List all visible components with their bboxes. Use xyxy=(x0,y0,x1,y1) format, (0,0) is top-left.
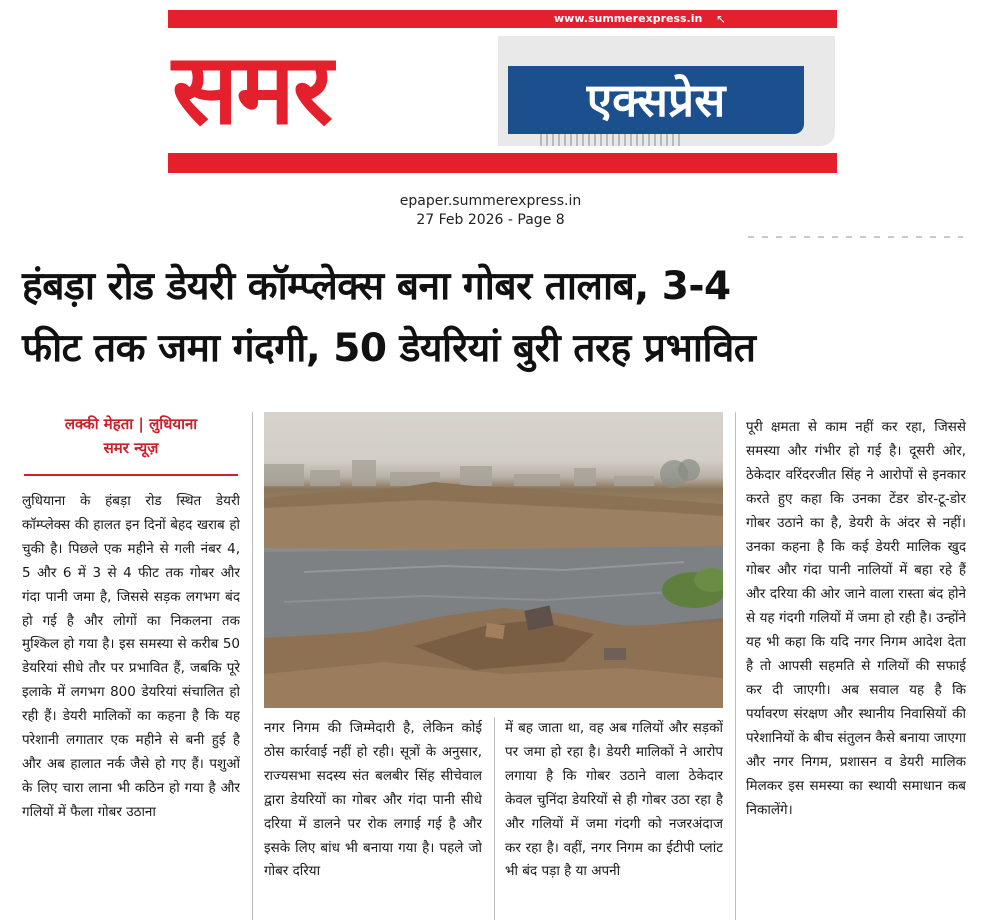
edition-date-page: 27 Feb 2026 - Page 8 xyxy=(416,212,565,228)
masthead-logo-express: एक्सप्रेस xyxy=(586,73,726,127)
byline-source: समर न्यूज़ xyxy=(103,439,159,457)
article-column-4: पूरी क्षमता से काम नहीं कर रहा, जिससे समस्या और गंभीर हो गई है। दूसरी ओर, ठेकेदार वरिंदरजीत सिंह ने आरोपों से इनकार करते हुए कहा कि उनका टेंडर डोर-टू-डोर गोबर उठाने का है, डेयरी के अंदर से नहीं। उनका कहना है कि कई डेयरी मालिक खुद गोबर और गंदा पानी नालियों में बहा रहे हैं और दरिया की ओर जाने वाला रास्ता बंद होने से यह गंदगी गलियों में जमा हो रही है। उन्होंने यह भी कहा कि यदि नगर निगम आदेश देता है तो आपसी सहमति से गलियों की सफाई कर दी जाएगी। अब सवाल यह है कि पर्यावरण संरक्षण और स्थानीय निवासियों की परेशानियों के बीच संतुलन कैसे बनाया जाएगा और नगर निगम, प्रशासन व डेयरी मालिक मिलकर इस समस्या का स्थायी समाधान कब निकालेंगे। xyxy=(746,419,966,818)
column-divider xyxy=(252,412,253,920)
column-divider xyxy=(735,412,736,920)
masthead-bottom-bar xyxy=(168,153,837,173)
byline-rule xyxy=(24,474,238,476)
photo-dairy-complex-water-logging-icon xyxy=(264,412,723,708)
article-column-1: लुधियाना के हंबड़ा रोड स्थित डेयरी कॉम्प्लेक्स की हालत इन दिनों बेहद खराब हो चुकी है। पिछले एक महीने से गली नंबर 4, 5 और 6 में 3 से 4 फीट तक गोबर और गंदा पानी जमा है, जिससे सड़क लगभग बंद हो गई है और लोगों का निकलना तक मुश्किल हो गया है। इस समस्या से करीब 50 डेयरियां सीधे तौर पर प्रभावित हैं, जबकि पूरे इलाके में लगभग 800 डेयरियां संचालित हो रही हैं। डेयरी मालिकों का कहना है कि यह परेशानी लगातार एक महीने से बनी हुई है और अब हालात नर्क जैसे हो गए हैं। पशुओं के लिए चारा लाना भी कठिन हो गया है और गलियों में फैला गोबर उठाना xyxy=(22,493,240,820)
article-column-2: नगर निगम की जिम्मेदारी है, लेकिन कोई ठोस कार्रवाई नहीं हो रही। सूत्रों के अनुसार, राज्यसभा सदस्य संत बलबीर सिंह सीचेवाल द्वारा डेयरियों का गोबर और गंदा पानी सीधे दरिया में डालने पर रोक लगाई गई है और इसके लिए बांध भी बनाया गया है। पहले जो गोबर दरिया xyxy=(264,720,482,880)
article-headline xyxy=(22,256,967,380)
article-photo xyxy=(264,412,723,708)
masthead-website[interactable]: www.summerexpress.in xyxy=(554,12,703,25)
masthead-top-bar xyxy=(168,10,837,28)
cursor-arrow-icon: ↖ xyxy=(716,12,727,26)
faint-divider xyxy=(748,236,963,238)
edition-meta xyxy=(0,192,981,230)
headline-line-2: फीट तक जमा गंदगी, 50 डेयरियां बुरी तरह प्रभावित xyxy=(22,326,756,371)
masthead-logo-samar: समर xyxy=(172,33,331,147)
edition-site[interactable]: epaper.summerexpress.in xyxy=(399,193,582,209)
masthead-stripes xyxy=(540,134,680,146)
byline-author: लक्की मेहता | लुधियाना xyxy=(64,415,198,433)
masthead xyxy=(168,10,837,173)
column-divider xyxy=(494,717,495,920)
headline-line-1: हंबड़ा रोड डेयरी कॉम्प्लेक्स बना गोबर तालाब, 3-4 xyxy=(22,264,731,309)
byline xyxy=(22,412,240,460)
article-column-3: में बह जाता था, वह अब गलियों और सड़कों पर जमा हो रहा है। डेयरी मालिकों ने आरोप लगाया है कि गोबर उठाने वाला ठेकेदार केवल चुनिंदा डेयरियों से ही गोबर उठा रहा है और गलियों में जमा गंदगी को नजरअंदाज कर रहा है। वहीं, नगर निगम का ईटीपी प्लांट भी बंद पड़ा है या अपनी xyxy=(505,720,723,880)
